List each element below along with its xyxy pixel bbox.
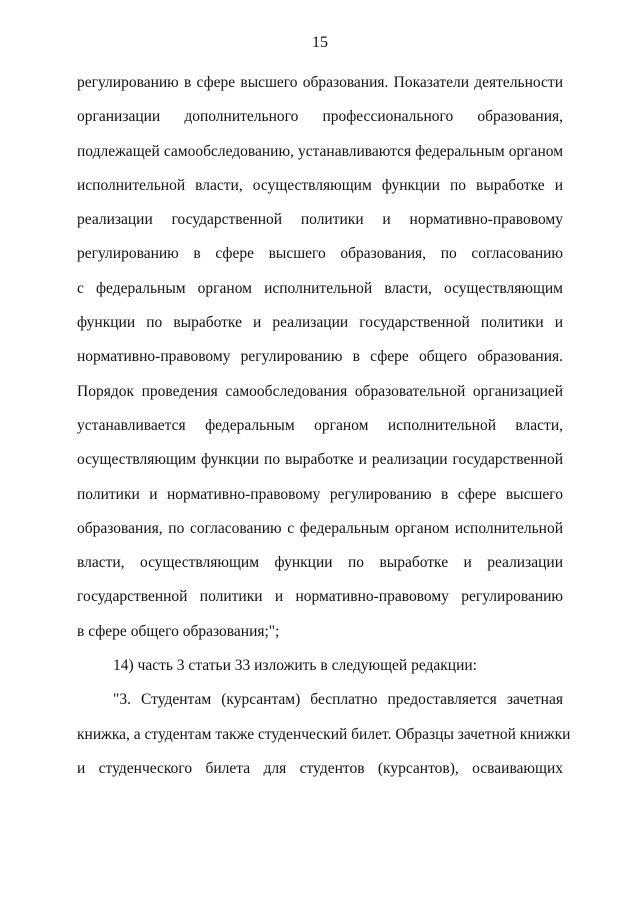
text-line: нормативно-правовому регулированию в сфере общего образования. bbox=[77, 348, 563, 366]
text-line: и студенческого билета для студентов (курсантов), осваивающих bbox=[77, 759, 563, 777]
text-line: организации дополнительного профессионального образования, bbox=[77, 108, 563, 126]
text-line: реализации государственной политики и нормативно-правовому bbox=[77, 211, 563, 229]
text-line: с федеральным органом исполнительной власти, осуществляющим bbox=[77, 279, 563, 297]
text-line: Порядок проведения самообследования образовательной организацией bbox=[77, 382, 563, 400]
text-line: книжка, а студентам также студенческий билет. Образцы зачетной книжки bbox=[77, 725, 571, 743]
text-line: власти, осуществляющим функции по выработке и реализации bbox=[77, 554, 563, 572]
text-line: образования, по согласованию с федеральным органом исполнительной bbox=[77, 519, 563, 537]
text-line: устанавливается федеральным органом исполнительной власти, bbox=[77, 416, 563, 434]
text-line: в сфере общего образования;"; bbox=[77, 622, 280, 640]
page-number: 15 bbox=[312, 34, 328, 51]
text-line: осуществляющим функции по выработке и реализации государственной bbox=[77, 451, 563, 469]
text-line: исполнительной власти, осуществляющим функции по выработке и bbox=[77, 176, 563, 194]
document-body bbox=[77, 73, 571, 793]
text-line: 14) часть 3 статьи 33 изложить в следующей редакции: bbox=[113, 657, 477, 675]
text-line: функции по выработке и реализации государственной политики и bbox=[77, 314, 563, 332]
text-line: политики и нормативно-правовому регулированию в сфере высшего bbox=[77, 485, 563, 503]
text-line: подлежащей самообследованию, устанавливаются федеральным органом bbox=[77, 142, 563, 160]
text-line: "3. Студентам (курсантам) бесплатно предоставляется зачетная bbox=[113, 691, 563, 709]
text-line: государственной политики и нормативно-правовому регулированию bbox=[77, 588, 563, 606]
text-line: регулированию в сфере высшего образования, по согласованию bbox=[77, 245, 563, 263]
text-line: регулированию в сфере высшего образования. Показатели деятельности bbox=[77, 74, 563, 91]
